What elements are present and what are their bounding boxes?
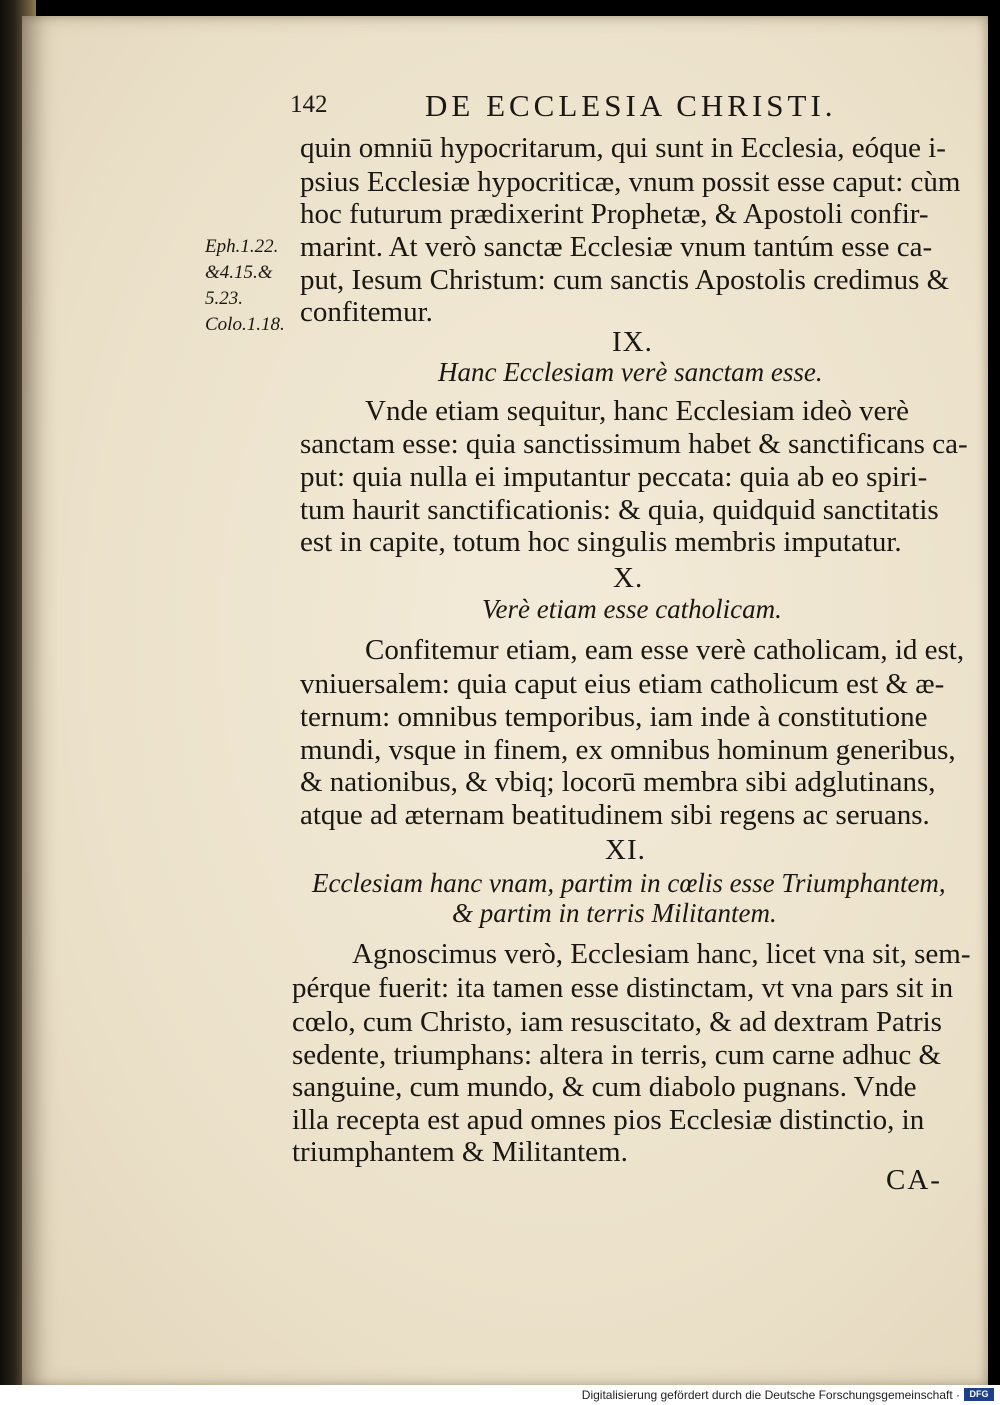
section-number: IX. — [612, 326, 653, 358]
section-heading: Verè etiam esse catholicam. — [482, 594, 782, 624]
text-line: confitemur. — [300, 296, 433, 328]
text-line: sanguine, cum mundo, & cum diabolo pugnans. Vnde — [292, 1071, 917, 1103]
text-line: ternum: omnibus temporibus, iam inde à constitutione — [300, 701, 928, 733]
text-line: illa recepta est apud omnes pios Ecclesiæ distinctio, in — [292, 1104, 925, 1136]
funding-credit: Digitalisierung gefördert durch die Deutsche Forschungsgemeinschaft · — [581, 1388, 960, 1402]
margin-note: &4.15.& — [205, 262, 273, 283]
section-heading: Hanc Ecclesiam verè sanctam esse. — [438, 357, 823, 387]
text-line: sedente, triumphans: altera in terris, cum carne adhuc & — [292, 1039, 942, 1071]
text-line: tum haurit sanctificationis: & quia, quidquid sanctitatis — [300, 494, 939, 526]
text-line: Confitemur etiam, eam esse verè catholicam, id est, — [365, 634, 965, 666]
dfg-logo-icon: DFG — [964, 1388, 994, 1401]
section-heading-continued: & partim in terris Militantem. — [452, 898, 777, 928]
text-line: quin omniū hypocritarum, qui sunt in Ecclesia, eóque i- — [300, 132, 946, 164]
text-line: hoc futurum prædixerint Prophetæ, & Apostoli confir- — [300, 198, 929, 230]
text-line: & nationibus, & vbiq; locorū membra sibi adglutinans, — [300, 766, 936, 798]
margin-note: Colo.1.18. — [205, 314, 285, 335]
digitization-footer — [0, 1385, 1000, 1405]
section-number: X. — [613, 562, 644, 594]
text-line: cœlo, cum Christo, iam resuscitato, & ad dextram Patris — [292, 1006, 942, 1038]
text-line: psius Ecclesiæ hypocriticæ, vnum possit esse caput: cùm — [300, 166, 961, 198]
page-number: 142 — [290, 91, 328, 118]
text-line: atque ad æternam beatitudinem sibi regens ac seruans. — [300, 799, 930, 831]
text-line: Vnde etiam sequitur, hanc Ecclesiam ideò verè — [365, 395, 909, 427]
text-line: Agnoscimus verò, Ecclesiam hanc, licet vna sit, sem- — [352, 938, 971, 970]
text-line: est in capite, totum hoc singulis membris imputatur. — [300, 526, 902, 558]
text-line: mundi, vsque in finem, ex omnibus hominum generibus, — [300, 734, 956, 766]
text-line: triumphantem & Militantem. — [292, 1136, 628, 1168]
text-line: vniuersalem: quia caput eius etiam catholicum est & æ- — [300, 668, 945, 700]
catchword: CA- — [886, 1164, 942, 1196]
section-number: XI. — [605, 834, 646, 866]
text-line: marint. At verò sanctæ Ecclesiæ vnum tantúm esse ca- — [300, 231, 933, 263]
text-line: put, Iesum Christum: cum sanctis Apostolis credimus & — [300, 264, 950, 296]
margin-note: 5.23. — [205, 288, 243, 309]
text-line: sanctam esse: quia sanctissimum habet & sanctificans ca- — [300, 428, 968, 460]
section-heading: Ecclesiam hanc vnam, partim in cœlis esse Triumphantem, — [312, 868, 946, 898]
running-title: DE ECCLESIA CHRISTI. — [425, 88, 837, 123]
text-line: pérque fuerit: ita tamen esse distinctam, vt vna pars sit in — [292, 972, 954, 1004]
margin-note: Eph.1.22. — [205, 236, 279, 257]
text-line: put: quia nulla ei imputantur peccata: quia ab eo spiri- — [300, 461, 928, 493]
